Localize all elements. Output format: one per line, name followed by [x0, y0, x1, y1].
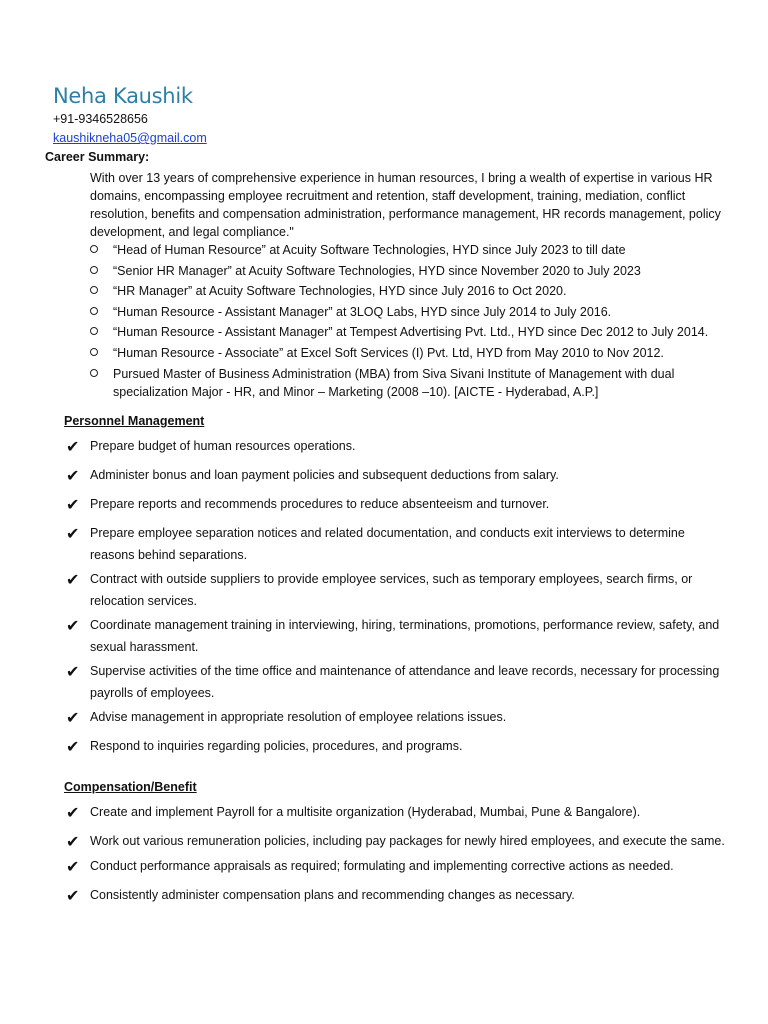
candidate-name: Neha Kaushik	[53, 84, 193, 108]
career-summary-heading: Career Summary:	[45, 150, 150, 164]
list-item-text: Administer bonus and loan payment policies and subsequent deductions from salary.	[90, 468, 559, 482]
list-item	[66, 494, 726, 516]
timeline-item-text: “Human Resource - Associate” at Excel Soft Services (I) Pvt. Ltd, HYD from May 2010 to Nov 2012.	[113, 345, 664, 360]
list-item-text: Conduct performance appraisals as required; formulating and implementing corrective actions as needed.	[90, 858, 674, 873]
checkmark-icon: ✔	[66, 832, 80, 851]
checkmark-icon: ✔	[66, 803, 80, 822]
list-item	[66, 465, 726, 487]
compensation-benefit-list	[66, 802, 726, 906]
list-item-text: Advise management in appropriate resolution of employee relations issues.	[90, 710, 507, 724]
circle-bullet-icon	[90, 266, 98, 274]
list-item-text: Work out various remuneration policies, including pay packages for newly hired employees, and execute the same.	[90, 834, 725, 848]
list-item-text: Prepare employee separation notices and related documentation, and conducts exit interviews to determine reasons behind separations.	[90, 526, 685, 562]
circle-bullet-icon	[90, 348, 98, 356]
list-item	[66, 661, 726, 704]
career-summary-text: With over 13 years of comprehensive experience in human resources, I bring a wealth of expertise in various HR domains, encompassing employee recruitment and retention, staff development, training, mediation, conflict resolution, benefits and compensation administration, performance management, HR records management, policy development, and legal compliance."	[90, 171, 721, 239]
personnel-management-heading: Personnel Management	[64, 414, 205, 428]
list-item-text: Respond to inquiries regarding policies, procedures, and programs.	[90, 739, 463, 753]
list-item	[90, 282, 730, 300]
compensation-benefit-heading: Compensation/Benefit	[64, 780, 197, 794]
list-item	[66, 569, 726, 612]
list-item	[66, 707, 726, 729]
phone-number: +91-9346528656	[53, 112, 148, 126]
list-item-text: Consistently administer compensation plans and recommending changes as necessary.	[90, 887, 575, 902]
checkmark-icon: ✔	[66, 708, 80, 727]
list-item-text: Contract with outside suppliers to provide employee services, such as temporary employees, search firms, or relocation services.	[90, 572, 693, 608]
timeline-item-text: “Head of Human Resource” at Acuity Software Technologies, HYD since July 2023 to till date	[113, 243, 626, 257]
checkmark-icon: ✔	[66, 495, 80, 514]
timeline-item-text: Pursued Master of Business Administration (MBA) from Siva Sivani Institute of Management with dual specialization Major - HR, and Minor – Marketing (2008 –10). [AICTE - Hyderabad, A.P.]	[113, 366, 675, 399]
list-item	[66, 856, 726, 878]
circle-bullet-icon	[90, 307, 98, 315]
list-item	[66, 736, 726, 758]
list-item	[66, 436, 726, 458]
list-item-text: Supervise activities of the time office and maintenance of attendance and leave records, necessary for processing payrolls of employees.	[90, 664, 720, 700]
checkmark-icon: ✔	[66, 737, 80, 756]
list-item	[90, 241, 730, 259]
list-item-text: Prepare reports and recommends procedures to reduce absenteeism and turnover.	[90, 497, 550, 511]
circle-bullet-icon	[90, 286, 98, 294]
checkmark-icon: ✔	[66, 437, 80, 456]
list-item	[90, 303, 730, 321]
circle-bullet-icon	[90, 369, 98, 377]
list-item	[66, 885, 726, 907]
list-item	[90, 323, 730, 341]
circle-bullet-icon	[90, 245, 98, 253]
list-item	[66, 831, 726, 853]
list-item	[66, 615, 726, 658]
list-item	[66, 802, 726, 824]
checkmark-icon: ✔	[66, 885, 80, 905]
timeline-item-text: “Human Resource - Assistant Manager” at Tempest Advertising Pvt. Ltd., HYD since Dec 2012 to July 2014.	[113, 325, 709, 340]
checkmark-icon: ✔	[66, 616, 80, 635]
timeline-item-text: “Senior HR Manager” at Acuity Software Technologies, HYD since November 2020 to July 2023	[113, 263, 641, 278]
timeline-item-text: “HR Manager” at Acuity Software Technologies, HYD since July 2016 to Oct 2020.	[113, 284, 567, 299]
list-item-text: Prepare budget of human resources operations.	[90, 439, 356, 453]
personnel-management-list	[66, 436, 726, 758]
checkmark-icon: ✔	[66, 524, 80, 543]
list-item-text: Create and implement Payroll for a multisite organization (Hyderabad, Mumbai, Pune & Bangalore).	[90, 805, 641, 819]
timeline-item-text: “Human Resource - Assistant Manager” at 3LOQ Labs, HYD since July 2014 to July 2016.	[113, 304, 612, 319]
list-item	[66, 523, 726, 566]
checkmark-icon: ✔	[66, 570, 80, 589]
circle-bullet-icon	[90, 327, 98, 335]
list-item-text: Coordinate management training in interviewing, hiring, terminations, promotions, performance review, safety, and sexual harassment.	[90, 618, 720, 654]
checkmark-icon: ✔	[66, 856, 80, 876]
list-item	[90, 344, 730, 362]
checkmark-icon: ✔	[66, 466, 80, 485]
email-link[interactable]: kaushikneha05@gmail.com	[53, 131, 207, 145]
list-item	[90, 262, 730, 280]
list-item	[90, 365, 730, 401]
career-timeline-list	[90, 241, 730, 403]
checkmark-icon: ✔	[66, 662, 80, 681]
